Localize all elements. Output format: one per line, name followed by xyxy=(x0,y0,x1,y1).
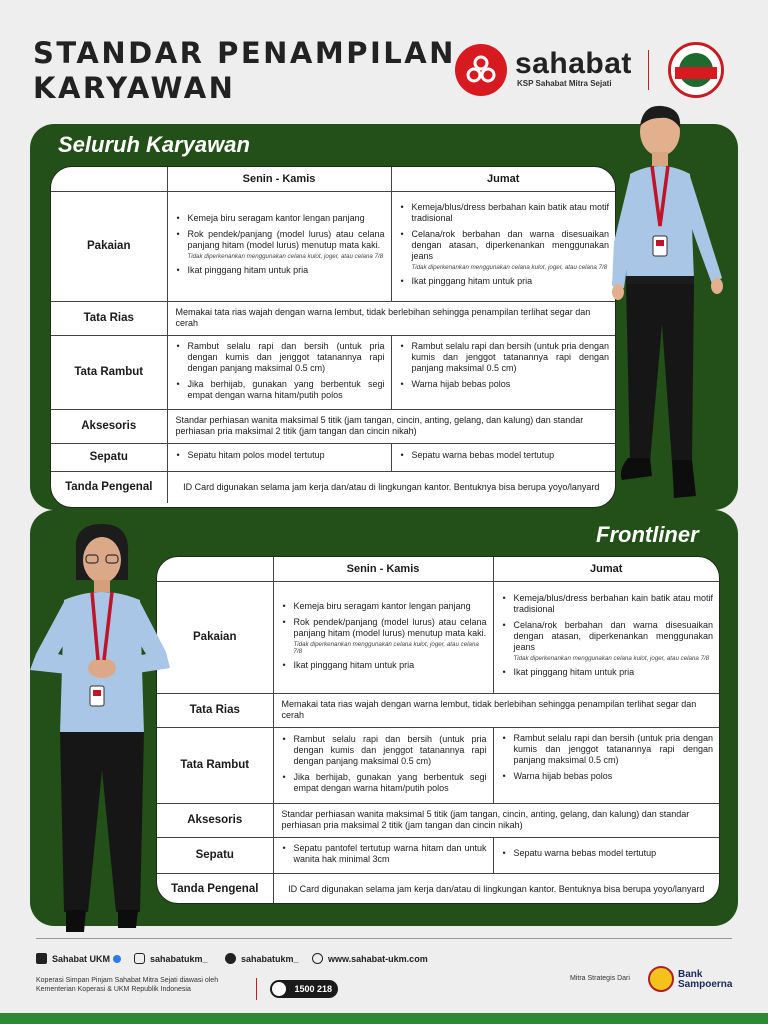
row-label-pakaian: Pakaian xyxy=(51,191,167,301)
list-item: • Ikat pinggang hitam untuk pria xyxy=(398,276,610,287)
list-item: • Warna hijab bebas polos xyxy=(398,379,610,390)
instagram-link[interactable] xyxy=(134,953,208,964)
list-item: • Rambut selalu rapi dan bersih (untuk pria dengan kumis dan jenggot tatanannya rapi dengan panjang maksimal 0.5 cm) xyxy=(280,734,487,767)
list-item: • Ikat pinggang hitam untuk pria xyxy=(174,265,385,276)
list-item: • Sepatu pantofel tertutup warna hitam dan untuk wanita hak minimal 3cm xyxy=(280,843,487,865)
tata-rambut-friday-cell xyxy=(391,335,615,409)
row-label-aksesoris: Aksesoris xyxy=(157,803,273,837)
table-row xyxy=(51,409,615,443)
tanda-pengenal-cell: ID Card digunakan selama jam kerja dan/atau di lingkungan kantor. Bentuknya bisa berupa yoyo/lanyard xyxy=(167,471,615,503)
footer-divider xyxy=(36,938,732,939)
tata-rambut-weekday-cell xyxy=(273,727,493,803)
table-row xyxy=(157,873,719,904)
list-item: • Sepatu warna bebas model tertutup xyxy=(398,450,610,461)
bank-sampoerna-logo-icon xyxy=(648,966,674,992)
page-title xyxy=(33,36,456,106)
list-item: • Jika berhijab, gunakan yang berbentuk segi empat dengan warna hitam/putih polos xyxy=(174,379,385,401)
tata-rambut-friday-cell xyxy=(493,727,719,803)
list-item: • Jika berhijab, gunakan yang berbentuk segi empat dengan warna hitam/putih polos xyxy=(280,772,487,794)
table-row xyxy=(51,443,615,471)
row-label-tata-rias: Tata Rias xyxy=(51,301,167,335)
table-corner xyxy=(51,167,167,191)
phone-icon xyxy=(272,982,286,996)
aksesoris-cell: Standar perhiasan wanita maksimal 5 titik (jam tangan, cincin, anting, gelang, dan kalung) dan standar perhiasan pria maksimal 2 titik (jam tangan dan cincin nikah) xyxy=(273,803,719,837)
sahabat-logo-icon xyxy=(455,44,507,96)
sepatu-friday-cell xyxy=(493,837,719,873)
row-label-pakaian: Pakaian xyxy=(157,581,273,693)
tata-rias-cell: Memakai tata rias wajah dengan warna lembut, tidak berlebihan sehingga penampilan terlihat segar dan cerah xyxy=(167,301,615,335)
page-title-line1: STANDAR PENAMPILAN xyxy=(33,36,456,70)
list-item: • Kemeja/blus/dress berbahan kain batik atau motif tradisional xyxy=(500,593,714,615)
row-label-sepatu: Sepatu xyxy=(157,837,273,873)
pakaian-weekday-cell xyxy=(167,191,391,301)
brand-name: sahabat xyxy=(515,47,632,80)
list-item: • Sepatu hitam polos model tertutup xyxy=(174,450,385,461)
aksesoris-cell: Standar perhiasan wanita maksimal 5 titik (jam tangan, cincin, anting, gelang, dan kalung) dan standar perhiasan pria maksimal 2 titik (jam tangan dan cincin nikah) xyxy=(167,409,615,443)
tata-rambut-weekday-cell xyxy=(167,335,391,409)
pakaian-friday-cell xyxy=(391,191,615,301)
hotline-number: 1500 218 xyxy=(294,984,332,994)
globe-icon xyxy=(312,953,323,964)
pakaian-weekday-cell xyxy=(273,581,493,693)
table-row xyxy=(51,191,615,301)
table-row xyxy=(51,471,615,503)
instagram-icon xyxy=(134,953,145,964)
pakaian-note: Tidak diperkenankan menggunakan celana kulot, joger, atau celana 7/8 xyxy=(513,655,710,662)
section-heading-all-employees: Seluruh Karyawan xyxy=(58,132,250,157)
facebook-link[interactable] xyxy=(36,953,121,964)
pakaian-note: Tidak diperkenankan menggunakan celana kulot, joger, atau celana 7/8 xyxy=(293,640,479,655)
sepatu-weekday-cell xyxy=(273,837,493,873)
footer-separator xyxy=(256,978,257,1000)
website-url: www.sahabat-ukm.com xyxy=(328,953,428,964)
table-row xyxy=(51,335,615,409)
table-row xyxy=(157,837,719,873)
supervision-note: Koperasi Simpan Pinjam Sahabat Mitra Sejati diawasi oleh Kementerian Koperasi & UKM Republik Indonesia xyxy=(36,977,219,993)
pakaian-friday-cell xyxy=(493,581,719,693)
list-item: • Kemeja biru seragam kantor lengan panjang xyxy=(280,601,487,612)
facebook-icon xyxy=(36,953,47,964)
header-divider xyxy=(648,50,649,90)
list-item: • Celana/rok berbahan dan warna disesuaikan dengan atasan, diperkenankan menggunakan jeans Tidak diperkenankan menggunakan celana kulot, joger, atau celana 7/8 xyxy=(398,229,610,271)
facebook-handle: Sahabat UKM xyxy=(52,953,111,964)
list-item: • Kemeja biru seragam kantor lengan panjang xyxy=(174,213,385,224)
list-item: • Warna hijab bebas polos xyxy=(500,771,714,782)
list-item: • Kemeja/blus/dress berbahan kain batik atau motif tradisional xyxy=(398,202,610,224)
row-label-tata-rambut: Tata Rambut xyxy=(51,335,167,409)
list-item: • Ikat pinggang hitam untuk pria xyxy=(500,667,714,678)
list-item: • Celana/rok berbahan dan warna disesuaikan dengan atasan, diperkenankan menggunakan jeans Tidak diperkenankan menggunakan celana kulot, joger, atau celana 7/8 xyxy=(500,620,714,662)
row-label-tanda-pengenal: Tanda Pengenal xyxy=(157,873,273,904)
verified-badge-icon xyxy=(113,955,121,963)
partner-name: Bank Sampoerna xyxy=(678,969,733,990)
row-label-sepatu: Sepatu xyxy=(51,443,167,471)
column-header-weekday: Senin - Kamis xyxy=(273,557,493,581)
tanda-pengenal-cell: ID Card digunakan selama jam kerja dan/atau di lingkungan kantor. Bentuknya bisa berupa yoyo/lanyard xyxy=(273,873,719,904)
list-item: • Rambut selalu rapi dan bersih (untuk pria dengan kumis dan jenggot tatanannya rapi dengan panjang maksimal 0.5 cm) xyxy=(174,341,385,374)
female-employee-illustration xyxy=(24,520,176,938)
page-title-line2: KARYAWAN xyxy=(33,71,236,105)
website-link[interactable] xyxy=(312,953,428,964)
list-item: • Ikat pinggang hitam untuk pria xyxy=(280,660,487,671)
column-header-friday: Jumat xyxy=(493,557,719,581)
male-employee-illustration xyxy=(610,104,740,520)
table-row xyxy=(157,581,719,693)
list-item: • Sepatu warna bebas model tertutup xyxy=(500,848,714,859)
x-link[interactable] xyxy=(225,953,299,964)
brand-subtitle: KSP Sahabat Mitra Sejati xyxy=(517,79,612,88)
sepatu-weekday-cell xyxy=(167,443,391,471)
list-item: • Rok pendek/panjang (model lurus) atau celana panjang hitam (model lurus) menutup mata kaki. Tidak diperkenankan menggunakan celana kulot, joger, atau celana 7/8 xyxy=(174,229,385,260)
pakaian-note: Tidak diperkenankan menggunakan celana kulot, joger, atau celana 7/8 xyxy=(411,264,608,271)
pakaian-note: Tidak diperkenankan menggunakan celana kulot, joger, atau celana 7/8 xyxy=(187,253,384,260)
hotline-badge[interactable] xyxy=(270,980,338,998)
x-icon xyxy=(225,953,236,964)
column-header-weekday: Senin - Kamis xyxy=(167,167,391,191)
bottom-accent-bar xyxy=(0,1013,768,1024)
partner-label: Mitra Strategis Dari xyxy=(570,975,630,982)
row-label-tata-rambut: Tata Rambut xyxy=(157,727,273,803)
cooperative-seal-icon xyxy=(668,42,724,98)
standards-table-all-employees xyxy=(50,166,616,508)
list-item: • Rambut selalu rapi dan bersih (untuk pria dengan kumis dan jenggot tatanannya rapi dengan panjang maksimal 0.5 cm) xyxy=(398,341,610,374)
sepatu-friday-cell xyxy=(391,443,615,471)
x-handle: sahabatukm_ xyxy=(241,953,299,964)
list-item: • Rok pendek/panjang (model lurus) atau celana panjang hitam (model lurus) menutup mata kaki. Tidak diperkenankan menggunakan celana kulot, joger, atau celana 7/8 xyxy=(280,617,487,655)
table-row xyxy=(51,301,615,335)
row-label-tanda-pengenal: Tanda Pengenal xyxy=(51,471,167,503)
row-label-tata-rias: Tata Rias xyxy=(157,693,273,727)
table-row xyxy=(157,727,719,803)
column-header-friday: Jumat xyxy=(391,167,615,191)
tata-rias-cell: Memakai tata rias wajah dengan warna lembut, tidak berlebihan sehingga penampilan terlihat segar dan cerah xyxy=(273,693,719,727)
standards-table-frontliner xyxy=(156,556,720,904)
list-item: • Rambut selalu rapi dan bersih (untuk pria dengan kumis dan jenggot tatanannya rapi dengan panjang maksimal 0.5 cm) xyxy=(500,733,714,766)
instagram-handle: sahabatukm_ xyxy=(150,953,208,964)
row-label-aksesoris: Aksesoris xyxy=(51,409,167,443)
section-heading-frontliner: Frontliner xyxy=(596,522,699,547)
table-row xyxy=(157,693,719,727)
table-row xyxy=(157,803,719,837)
